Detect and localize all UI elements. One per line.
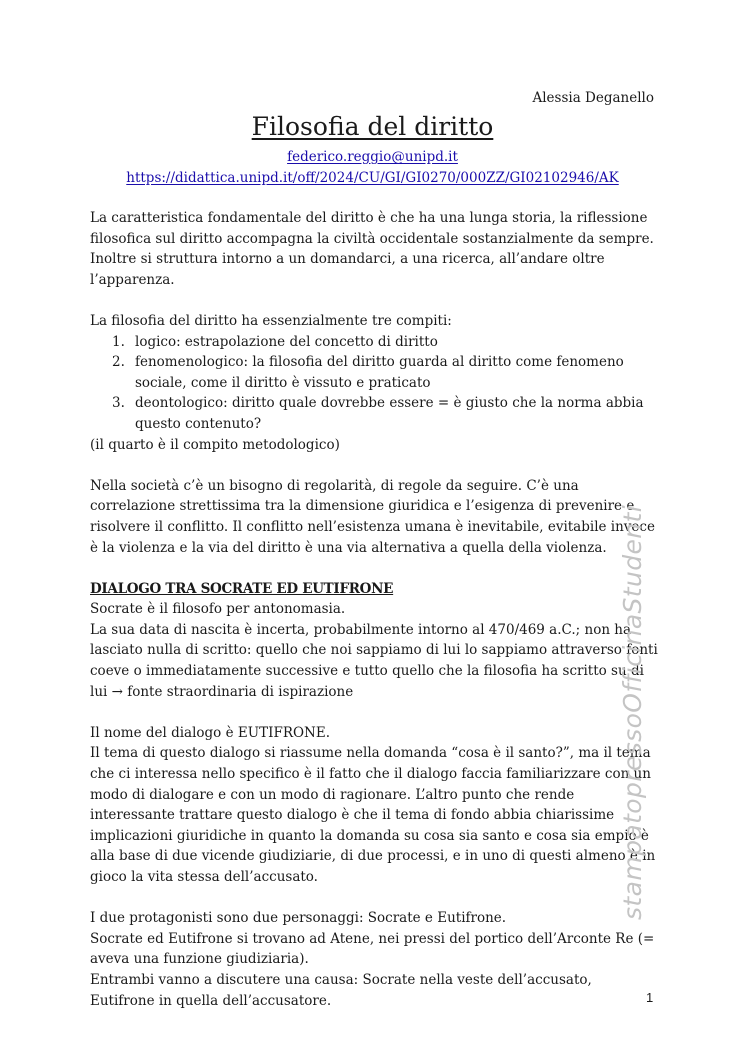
list-item: 2. fenomenologico: la filosofia del diritto guarda al diritto come fenomeno sociale, come il diritto è vissuto e praticato (112, 354, 624, 391)
socrate-line-2: La sua data di nascita è incerta, probabilmente intorno al 470/469 a.C.; non ha lasciato nulla di scritto: quello che noi sappiamo di lui lo sappiamo attraverso fonti coeve o immediatamente successive e tutto quello che la filosofia ha scritto su di lui → fonte straordinaria di ispirazione (90, 621, 658, 700)
dialogue-line-1: Il nome del dialogo è EUTIFRONE. (90, 724, 331, 741)
list-item: 1. logico: estrapolazione del concetto di diritto (112, 333, 438, 350)
protagonists-line-1: I due protagonisti sono due personaggi: Socrate e Eutifrone. (90, 910, 507, 927)
fourth-task-note: (il quarto è il compito metodologico) (90, 436, 340, 453)
document-body (90, 208, 660, 1011)
page-number: 1 (646, 990, 654, 1005)
society-paragraph: Nella società c’è un bisogno di regolarità, di regole da seguire. C’è una correlazione strettissima tra la dimensione giuridica e l’esigenza di prevenire e risolvere il conflitto. Il conflitto nell’esistenza umana è inevitabile, evitabile invece è la violenza e la via del diritto è una via alternativa a quella della violenza. (90, 477, 655, 556)
watermark: stampatopressoOfficinaStudenti (618, 504, 647, 920)
intro-paragraph: La caratteristica fondamentale del diritto è che ha una lunga storia, la riflessione filosofica sul diritto accompagna la civiltà occidentale sostanzialmente da sempre. Inoltre si struttura intorno a un domandarci, a una ricerca, all’andare oltre l’apparenza. (90, 210, 654, 288)
list-item: 3. deontologico: diritto quale dovrebbe essere = è giusto che la norma abbia questo contenuto? (112, 395, 644, 432)
socrate-line-1: Socrate è il filosofo per antonomasia. (90, 601, 346, 618)
tasks-list (90, 332, 660, 435)
dialogue-line-2: Il tema di questo dialogo si riassume nella domanda “cosa è il santo?”, ma il tema che ci interessa nello specifico è il fatto che il dialogo faccia familiarizzare con un modo di dialogare e con un modo di ragionare. L’altro punto che rende interessante trattare questo dialogo è che il tema di fondo abbia chiarissime implicazioni giuridiche in quanto la domanda su cosa sia santo e cosa sia empio è alla base di due vicende giudiziarie, di due processi, e in uno di questi almeno è in gioco la vita stessa dell’accusato. (90, 745, 656, 885)
course-url-link[interactable]: https://didattica.unipd.it/off/2024/CU/GI/GI0270/000ZZ/GI02102946/AK (126, 170, 619, 186)
protagonists-line-2: Socrate ed Eutifrone si trovano ad Atene, nei pressi del portico dell’Arconte Re (= aveva una funzione giudiziaria). (90, 930, 655, 968)
document-title: Filosofia del diritto (251, 112, 494, 141)
protagonists-line-3: Entrambi vanno a discutere una causa: Socrate nella veste dell’accusato, Eutifrone in quella dell’accusatore. (90, 971, 592, 1009)
section-title: DIALOGO TRA SOCRATE ED EUTIFRONE (90, 580, 394, 597)
email-link[interactable]: federico.reggio@unipd.it (287, 149, 458, 165)
tasks-intro: La filosofia del diritto ha essenzialmente tre compiti: (90, 312, 452, 329)
author-name: Alessia Deganello (532, 90, 654, 106)
